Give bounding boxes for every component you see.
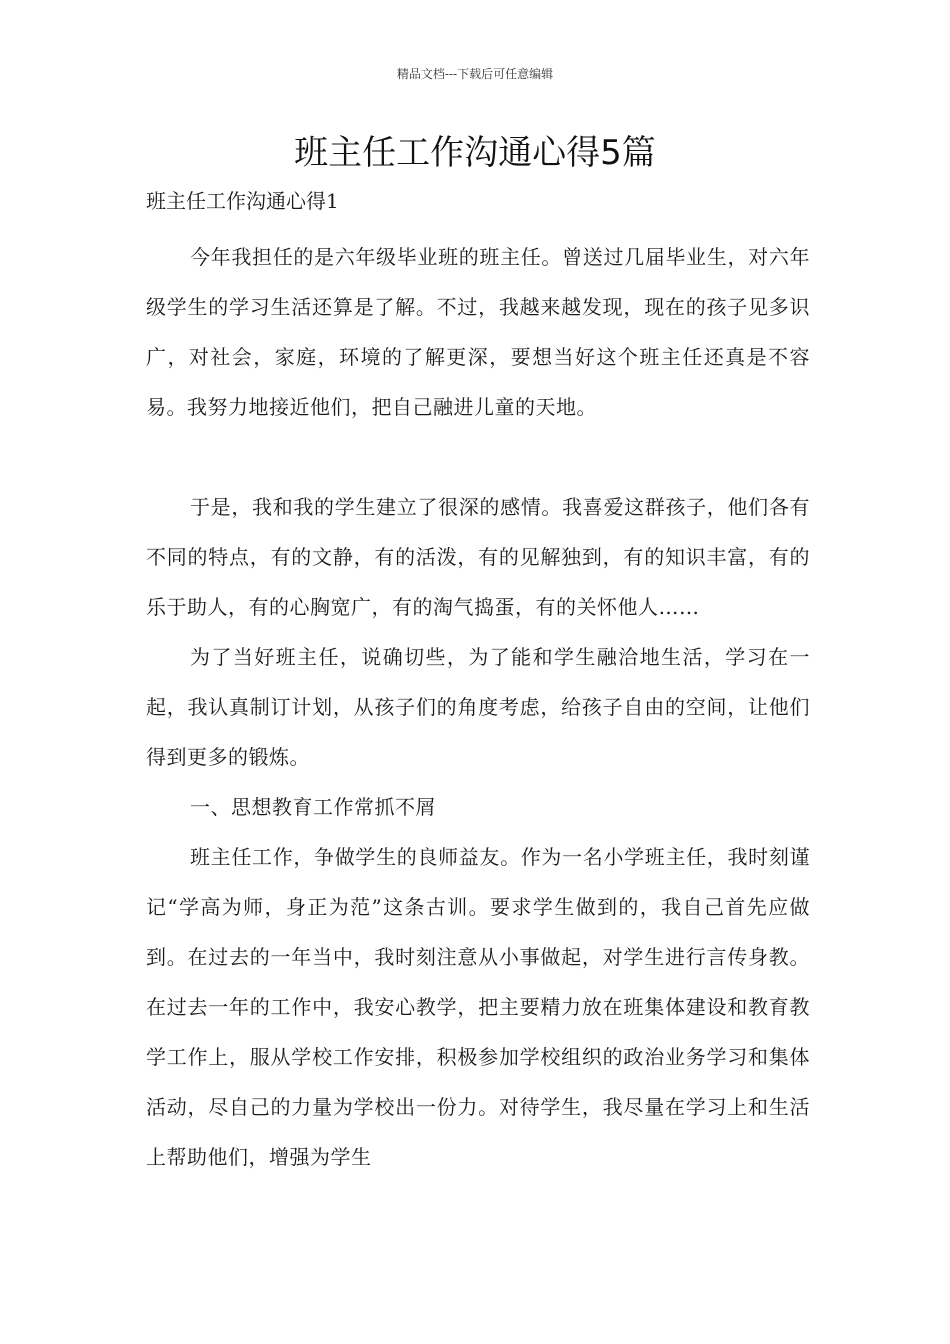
section-heading: 一、思想教育工作常抓不屑 [190,795,436,819]
body-text [146,232,810,1182]
paragraph: 为了当好班主任，说确切些，为了能和学生融洽地生活，学习在一起，我认真制订计划，从孩子们的角度考虑，给孩子自由的空间，让他们得到更多的锻炼。 [146,645,810,769]
paragraph: 今年我担任的是六年级毕业班的班主任。曾送过几届毕业生，对六年级学生的学习生活还算是了解。不过，我越来越发现，现在的孩子见多识广，对社会，家庭，环境的了解更深，要想当好这个班主任还真是不容易。我努力地接近他们，把自己融进儿童的天地。 [146,245,810,419]
section-subtitle: 班主任工作沟通心得1 [146,189,339,213]
document-title: 班主任工作沟通心得5篇 [294,133,656,173]
header-note: 精品文档---下载后可任意编辑 [396,67,554,81]
paragraph: 班主任工作，争做学生的良师益友。作为一名小学班主任，我时刻谨记“学高为师，身正为范”这条古训。要求学生做到的，我自己首先应做到。在过去的一年当中，我时刻注意从小事做起，对学生进行言传身教。在过去一年的工作中，我安心教学，把主要精力放在班集体建设和教育教学工作上，服从学校工作安排，积极参加学校组织的政治业务学习和集体活动，尽自己的力量为学校出一份力。对待学生，我尽量在学习上和生活上帮助他们，增强为学生 [146,845,810,1169]
paragraph: 于是，我和我的学生建立了很深的感情。我喜爱这群孩子，他们各有不同的特点，有的文静，有的活泼，有的见解独到，有的知识丰富，有的乐于助人，有的心胸宽广，有的淘气捣蛋，有的关怀他人…… [146,495,810,619]
